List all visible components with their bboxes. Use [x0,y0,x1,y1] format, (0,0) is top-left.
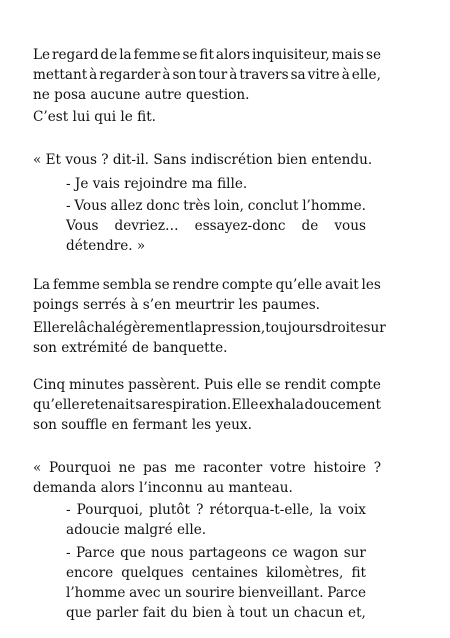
text-line [33,318,386,338]
text-line: C’est lui qui le fit. [33,109,156,125]
word: votre [269,460,306,476]
dialogue-tres-loin [66,196,366,256]
word: ce [271,545,288,561]
word: compte [330,377,381,393]
word: nous [150,545,184,561]
word: retenait [80,397,135,413]
text-line: « Et vous ? dit-il. Sans indiscrétion bien entendu. [33,152,373,168]
word: Vous [74,198,107,214]
word: son [172,67,197,83]
dialogue-wagon [66,543,366,623]
word: devriez… [114,218,179,234]
word: qu’elle [275,277,323,293]
word: à [89,67,98,83]
text-line: adoucie malgré elle. [66,522,207,538]
word: Elle [33,320,60,336]
word: à [341,67,350,83]
word: très [183,198,211,214]
word: femme [133,47,181,63]
word: sourire [185,585,235,601]
word: alors [215,47,250,63]
word: allez [110,198,143,214]
word: essayez-donc [194,218,286,234]
word: passèrent. [128,377,200,393]
word: Le [33,47,51,63]
word: Parce [327,585,366,601]
text-line [33,275,381,295]
word: La [33,277,51,293]
word: voix [338,502,366,518]
word: un [271,605,290,621]
word: toujours [265,320,323,336]
text-line [33,395,381,415]
text-line: demanda alors l’inconnu au manteau. [33,480,293,496]
word: vous [334,218,366,234]
word: Vous [66,218,99,234]
text-line [66,603,366,623]
word: à [226,605,235,621]
word: histoire [313,460,367,476]
text-line [66,500,366,520]
word: tour [198,67,228,83]
text-line: détendre. » [66,238,146,254]
word: la [319,502,333,518]
word: avait [324,277,359,293]
word: doucement [304,397,381,413]
word: pas [143,460,167,476]
word: fit [199,47,214,63]
word: Pourquoi, [76,502,144,518]
word: se [365,47,381,63]
word: rendit [284,377,327,393]
word: Pourquoi [48,460,111,476]
word: wagon [292,545,339,561]
word: elle [236,377,262,393]
paragraph-relacha [33,318,386,358]
word: relâcha [59,320,112,336]
word: - [66,545,71,561]
word: chacun [293,605,344,621]
word: femme [52,277,100,293]
word: kilomètres, [265,565,344,581]
word: Puis [203,377,234,393]
text-line [33,45,381,65]
word: sa [290,67,306,83]
word: loin, [214,198,244,214]
paragraph-cinq-minutes [33,375,381,435]
word: du [170,605,188,621]
paragraph-lui [33,107,381,127]
word: regarder [99,67,161,83]
word: plutôt [149,502,191,518]
word: qu’elle [33,397,80,413]
word: la [119,47,132,63]
text-line [33,458,381,478]
word: mettant [33,67,88,83]
word: « [33,460,42,476]
word: rétorqua-t-elle, [209,502,314,518]
word: fait [142,605,166,621]
word: encore [66,565,114,581]
word: parler [96,605,139,621]
word: ? [196,502,204,518]
word: pression, [202,320,266,336]
word: droite [322,320,364,336]
word: compte [221,277,273,293]
word: bienveillant. [238,585,324,601]
word: légèrement [111,320,190,336]
word: Elle [231,397,259,413]
word: avec [129,585,161,601]
word: un [164,585,182,601]
text-line [66,196,366,216]
text-line [66,583,366,603]
word: que [120,545,146,561]
word: l’homme [66,585,126,601]
word: sur [343,545,366,561]
word: tout [239,605,268,621]
text-line [33,375,381,395]
word: mais [331,47,365,63]
word: que [66,605,92,621]
text-line: - Je vais rejoindre ma fille. [66,176,248,192]
word: centaines [191,565,258,581]
paragraph-poings [33,275,381,315]
text-line [33,65,381,85]
paragraph-regard [33,45,381,105]
word: se [265,377,281,393]
word: - [66,198,71,214]
word: quelques [121,565,184,581]
text-line: son extrémité de banquette. [33,340,228,356]
word: travers [239,67,289,83]
word: et, [348,605,366,621]
word: se [182,47,198,63]
word: bien [192,605,223,621]
word: Parce [75,545,115,561]
word: Cinq [33,377,66,393]
text-line [66,563,366,583]
word: de [301,218,319,234]
word: de [100,47,118,63]
word: me [174,460,196,476]
word: l’homme. [302,198,366,214]
word: raconter [203,460,263,476]
dialogue-rejoindre [66,174,366,194]
word: sembla [102,277,152,293]
text-line: ne posa aucune autre question. [33,87,250,103]
word: exhala [258,397,305,413]
word: ? [373,460,381,476]
text-line: son souffle en fermant les yeux. [33,417,252,433]
word: regard [52,47,99,63]
word: se [154,277,170,293]
word: les [361,277,381,293]
word: conclut [247,198,299,214]
word: la [189,320,203,336]
word: elle, [351,67,381,83]
dialogue-plutot [66,500,366,540]
word: à [162,67,171,83]
word: inquisiteur, [251,47,330,63]
word: rendre [172,277,220,293]
word: respiration. [151,397,232,413]
word: ne [118,460,136,476]
word: sa [135,397,151,413]
word: vitre [307,67,340,83]
word: fit [351,565,366,581]
word: - [66,502,71,518]
word: minutes [69,377,125,393]
text-line: poings serrés à s’en meurtrir les paumes. [33,297,320,313]
word: sur [363,320,386,336]
dialogue-pourquoi [33,458,381,498]
word: à [229,67,238,83]
word: donc [146,198,180,214]
word: partageons [189,545,267,561]
dialogue-et-vous [33,150,381,170]
text-line [66,216,366,236]
text-line [66,543,366,563]
